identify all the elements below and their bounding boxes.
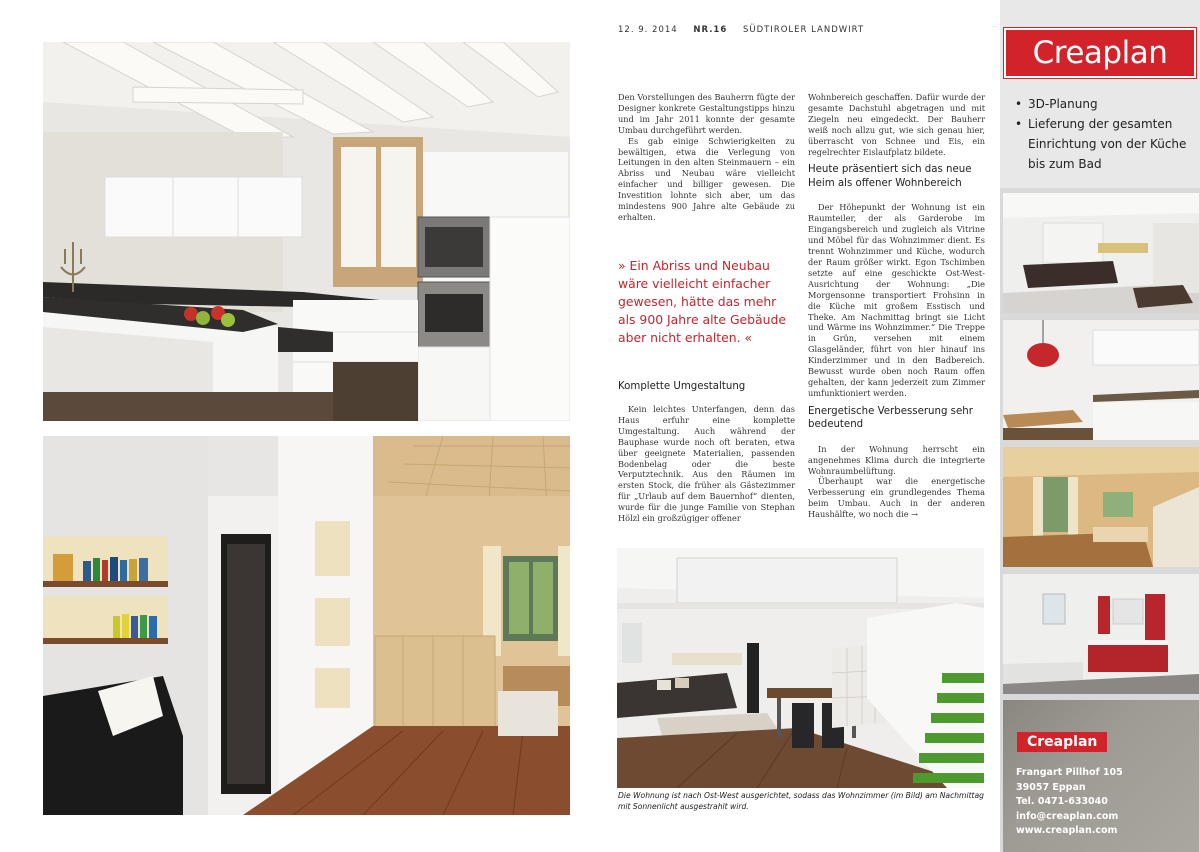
creaplan-logo-small: Creaplan — [1017, 732, 1107, 752]
creaplan-advertisement[interactable] — [1000, 0, 1200, 852]
address-line: Frangart Pillhof 105 — [1016, 767, 1123, 778]
article-column-2 — [808, 92, 985, 520]
page-header — [618, 25, 876, 35]
issue-number: NR.16 — [693, 25, 728, 35]
article-paragraph: Wohnbereich geschaffen. Dafür wurde der gesamte Dachstuhl abgetragen und mit Ziegeln neu eingedeckt. Der Bauherr weiß noch allzu gut, wie sich genau hier, überrascht von Schnee und Eis, ein regelrechter Eislaufplatz bildete. — [808, 92, 985, 157]
ad-address — [1016, 766, 1123, 839]
stair-living-photo — [617, 548, 984, 788]
article-paragraph: Kein leichtes Unterfangen, denn das Haus erfuhr eine komplette Umgestaltung. Auch während der Bauphase wurde noch oft beraten, etwa über geeignete Materialien, passenden Bodenbelag oder die beste Verputztechnik. Aus den Räumen im ersten Stock, die früher als Gästezimmer für „Urlaub auf dem Bauernhof“ dienten, wurde für die junge Familie von Stephan Hölzl ein großzügiger offener — [618, 404, 795, 524]
section-heading-komplette: Komplette Umgestaltung — [618, 381, 746, 392]
kitchen-photo — [43, 42, 570, 421]
ad-thumb-living-room — [1003, 193, 1199, 313]
publication-name: SÜDTIROLER LANDWIRT — [742, 25, 865, 35]
article-column-1 — [618, 92, 795, 223]
article-paragraph: Der Höhepunkt der Wohnung ist ein Raumteiler, der als Garderobe im Eingangsbereich und zugleich als Vitrine und Möbel für das Wohnzimmer dient. Es trennt Wohnzimmer und Küche, wodurch der Raum größer wirkt. Egon Tschimben setzte auf eine geschickte Ost-West-Ausrichtung der Wohnung: „Die Morgensonne transportiert Frohsinn in die Küche mit großem Esstisch und Theke. Am Nachmittag bringt sie Licht und Wärme ins Wohnzimmer.“ Die Treppe in Grün, versehen mit einem Glasgeländer, führt von hier hinauf ins Kinderzimmer und in den Badbereich. Bewusst wurde oben noch Raum offen gehalten, der kann jederzeit zum Zimmer umfunktioniert werden. — [808, 202, 985, 398]
website-link[interactable]: www.creaplan.com — [1016, 825, 1118, 836]
photo-caption: Die Wohnung ist nach Ost-West ausgerichtet, sodass das Wohnzimmer (im Bild) am Nachmittag mit Sonnenlicht ausgestrahlt wird. — [618, 791, 984, 811]
ad-thumb-wood-room — [1003, 447, 1199, 567]
article-paragraph: In der Wohnung herrscht ein angenehmes Klima durch die integrierte Wohnraumbelüftung. — [808, 443, 985, 476]
article-paragraph: Überhaupt war die energetische Verbesserung ein grundlegendes Thema beim Umbau. Auch in der anderen Haushälfte, wo noch die → — [808, 476, 985, 520]
phone-number: Tel. 0471-633040 — [1016, 796, 1108, 807]
address-line: 39057 Eppan — [1016, 781, 1086, 793]
ad-top-panel — [1000, 0, 1200, 188]
article-column-1-bottom — [618, 404, 795, 524]
section-heading-energetische: Energetische Verbesserung sehr bedeutend — [808, 405, 973, 431]
issue-date: 12. 9. 2014 — [618, 25, 678, 35]
ad-feature-item: • 3D-Planung — [1014, 94, 1198, 114]
section-heading-heute: Heute präsentiert sich das neue Heim als offener Wohnbereich — [808, 164, 972, 189]
ad-thumb-kitchen — [1003, 320, 1199, 440]
article-paragraph: Es gab einige Schwierigkeiten zu bewältigen, etwa die Verlegung von Leitungen in den alten Steinmauern – ein Abriss und Neubau wäre vielleicht einfacher und billiger gewesen. Die Investition lohnte sich aber, um das mindestens 900 Jahre alte Gebäude zu erhalten. — [618, 135, 795, 222]
ad-feature-list — [1014, 94, 1198, 174]
ad-feature-item: • Lieferung der gesamten Einrichtung von der Küche bis zum Bad — [1014, 114, 1198, 174]
pull-quote: » Ein Abriss und Neubau wäre vielleicht einfacher gewesen, hätte das mehr als 900 Jahre alte Gebäude aber nicht erhalten. « — [618, 258, 786, 345]
creaplan-logo: Creaplan — [1004, 28, 1196, 78]
ad-contact-panel — [1003, 700, 1199, 852]
living-photo — [43, 436, 570, 815]
email-link[interactable]: info@creaplan.com — [1016, 810, 1119, 822]
article-paragraph: Den Vorstellungen des Bauherrn fügte der Designer konkrete Gestaltungstipps hinzu und im Jahr 2011 konnte der gesamte Umbau durchgeführt werden. — [618, 92, 795, 135]
ad-thumb-bathroom — [1003, 574, 1199, 694]
